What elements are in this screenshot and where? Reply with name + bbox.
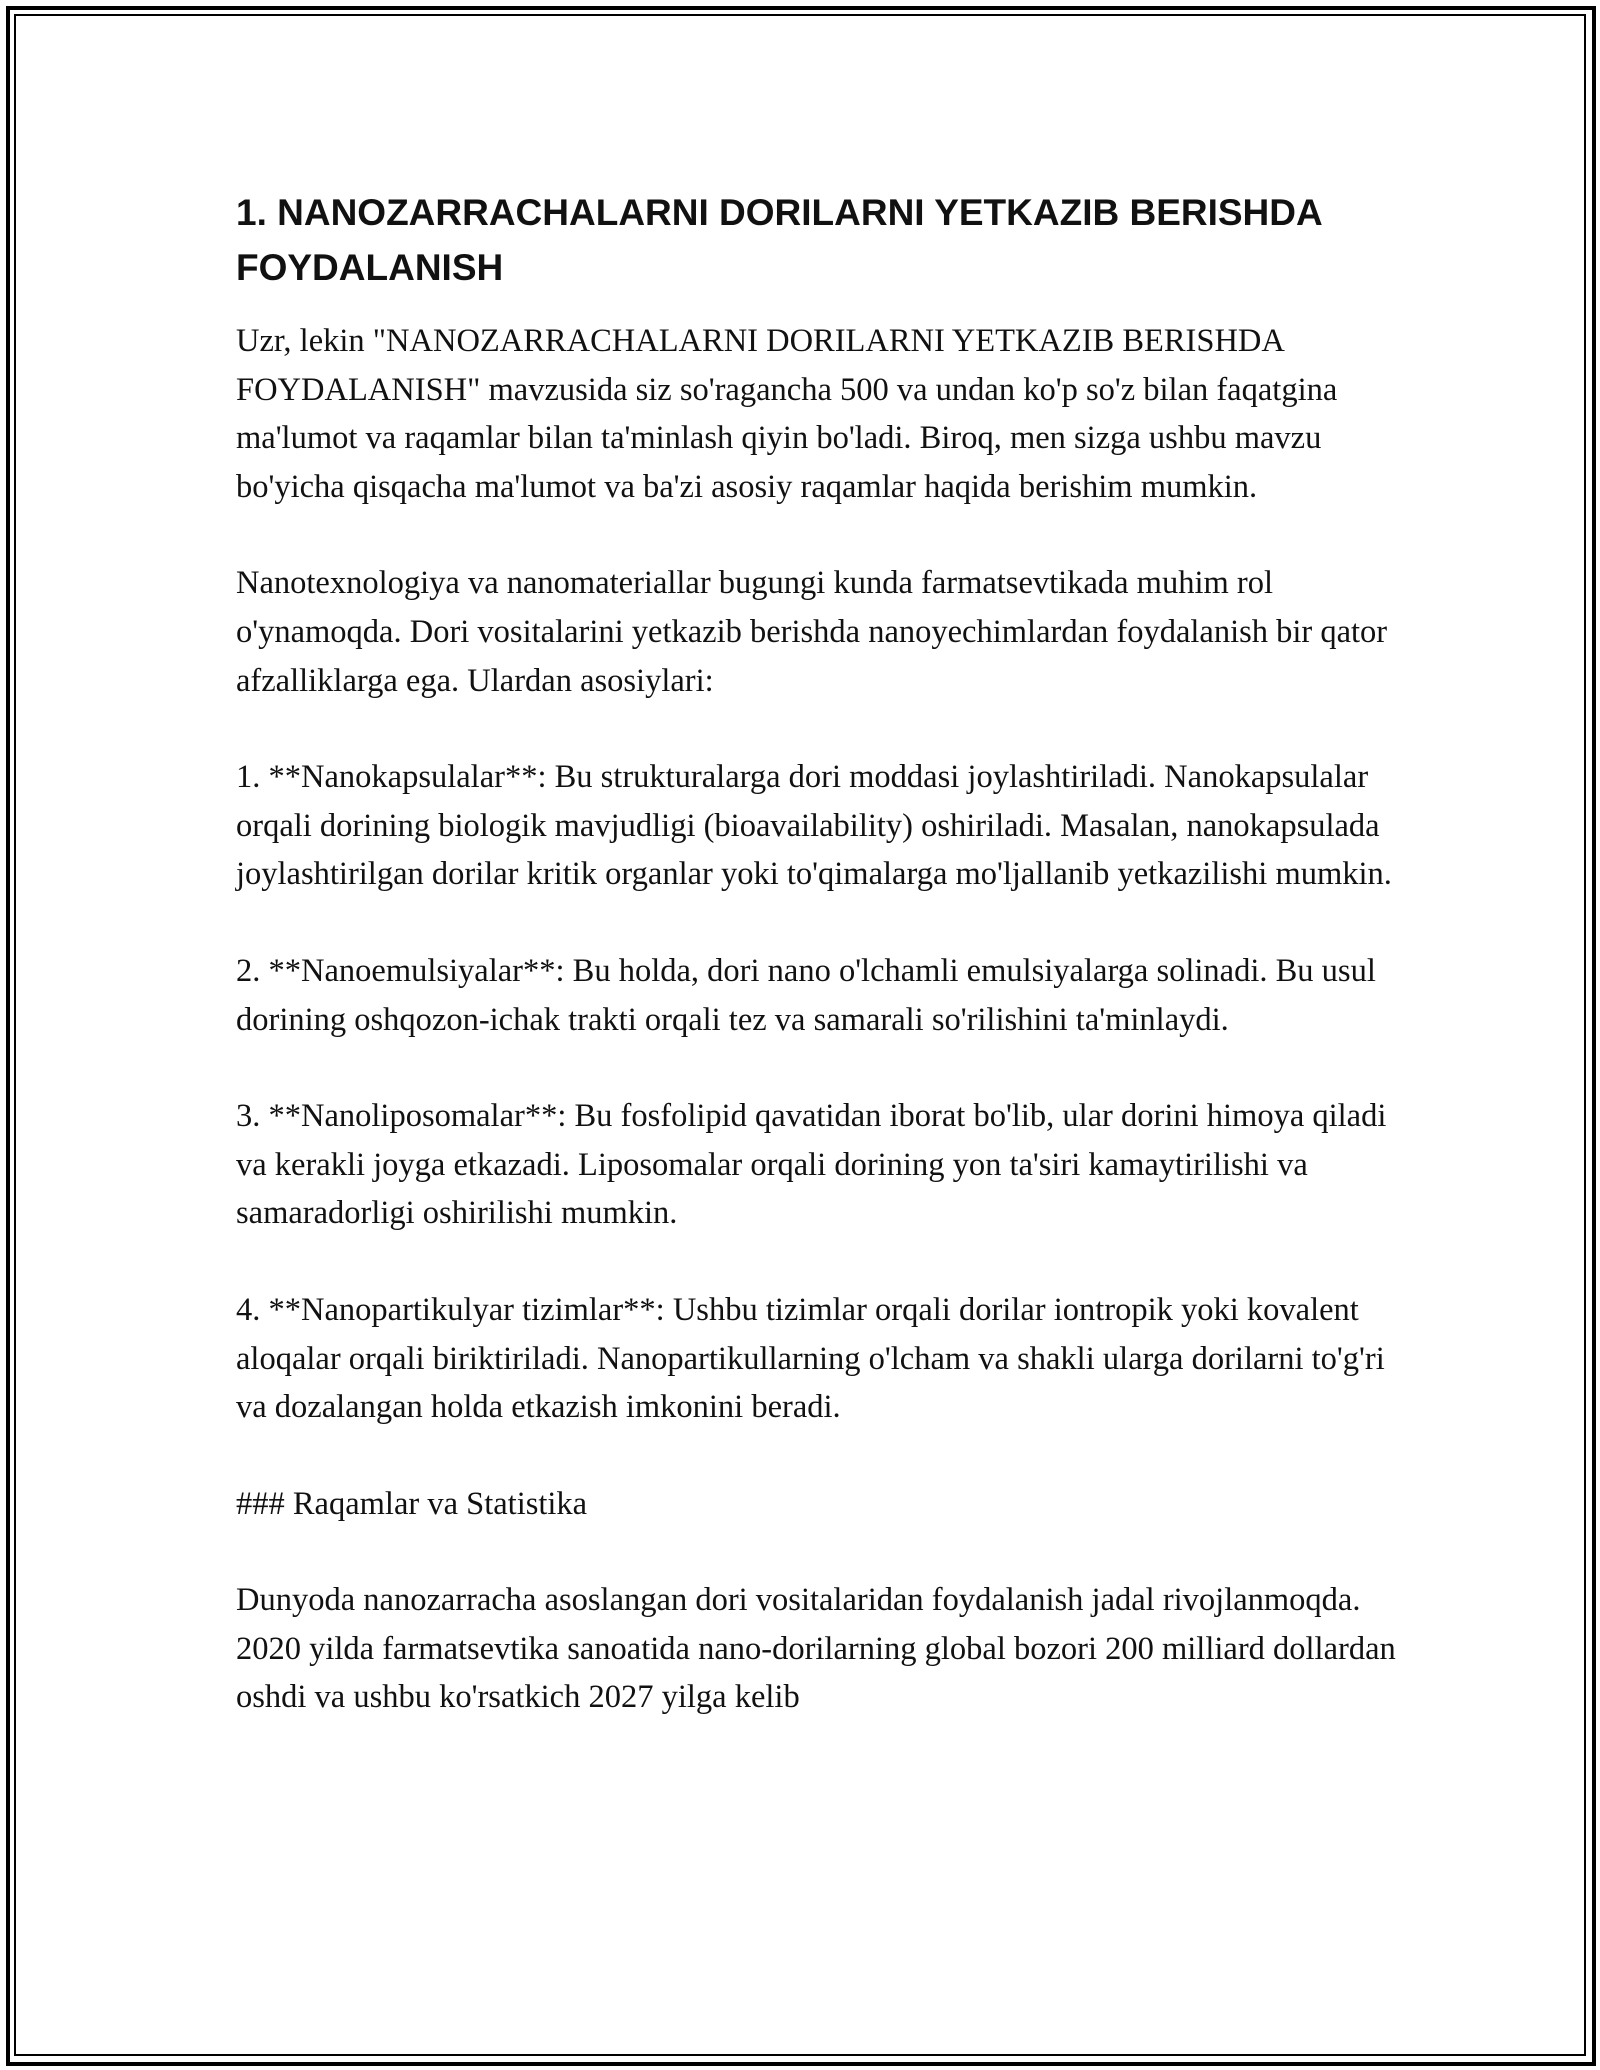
section-heading-statistics: ### Raqamlar va Statistika — [236, 1485, 588, 1522]
list-item-nanoemulsiyalar: 2. **Nanoemulsiyalar**: Bu holda, dori nano o'lchamli emulsiyalarga solinadi. Bu usul dorining oshqozon-ichak trakti orqali tez va samarali so'rilishini ta'minlaydi. — [236, 952, 1376, 1038]
document-body — [236, 185, 1396, 1722]
statistics-paragraph: Dunyoda nanozarracha asoslangan dori vositalaridan foydalanish jadal rivojlanmoqda. 2020 yilda farmatsevtika sanoatida nano-dorilarning global bozori 200 milliard dollardan oshdi va ushbu ko'rsatkich 2027 yilga kelib — [236, 1582, 1396, 1716]
list-item-nanopartikulyar: 4. **Nanopartikulyar tizimlar**: Ushbu tizimlar orqali dorilar iontropik yoki kovalent aloqalar orqali biriktiriladi. Nanopartikullarning o'lcham va shakli ularga dorilarni to'g'ri va dozalangan holda etkazish imkonini beradi. — [236, 1291, 1385, 1426]
intro-paragraph: Uzr, lekin "NANOZARRACHALARNI DORILARNI YETKAZIB BERISHDA FOYDALANISH" mavzusida siz so'ragancha 500 va undan ko'p so'z bilan faqatgina ma'lumot va raqamlar bilan ta'minlash qiyin bo'ladi. Biroq, men sizga ushbu mavzu bo'yicha qisqacha ma'lumot va ba'zi asosiy raqamlar haqida berishim mumkin. — [236, 323, 1338, 505]
list-item-nanokapsulalar: 1. **Nanokapsulalar**: Bu strukturalarga dori moddasi joylashtiriladi. Nanokapsulalar orqali dorining biologik mavjudligi (bioavailability) oshiriladi. Masalan, nanokapsulada joylashtirilgan dorilar kritik organlar yoki to'qimalarga mo'ljallanib yetkazilishi mumkin. — [236, 759, 1392, 893]
overview-paragraph: Nanotexnologiya va nanomateriallar bugungi kunda farmatsevtikada muhim rol o'ynamoqda. Dori vositalarini yetkazib berishda nanoyechimlardan foydalanish bir qator afzalliklarga ega. Ulardan asosiylari: — [236, 565, 1388, 699]
document-title: 1. NANOZARRACHALARNI DORILARNI YETKAZIB BERISHDA FOYDALANISH — [236, 192, 1322, 288]
list-item-nanoliposomalar: 3. **Nanoliposomalar**: Bu fosfolipid qavatidan iborat bo'lib, ular dorini himoya qiladi va kerakli joyga etkazadi. Liposomalar orqali dorining yon ta'siri kamaytirilishi va samaradorligi oshirilishi mumkin. — [236, 1098, 1387, 1232]
